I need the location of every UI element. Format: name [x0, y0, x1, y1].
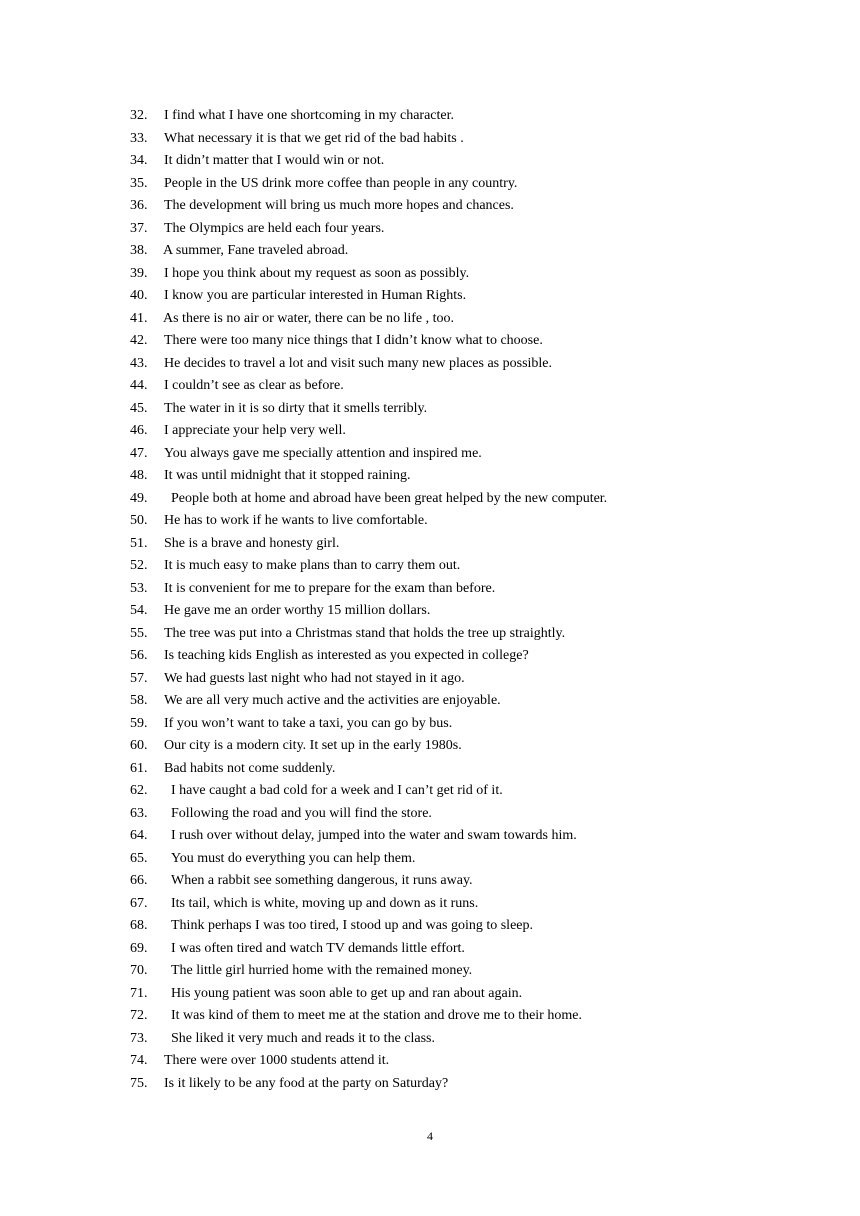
item-number: 56. — [130, 648, 148, 663]
item-number: 33. — [130, 130, 148, 146]
item-number: 52. — [130, 558, 148, 573]
item-number: 46. — [130, 423, 148, 438]
item-sentence: He gave me an order worthy 15 million dollars. — [164, 603, 431, 618]
item-number: 67. — [130, 895, 148, 911]
sentence-item — [130, 105, 607, 128]
item-sentence: I appreciate your help very well. — [164, 423, 346, 438]
item-number: 41. — [130, 310, 148, 326]
sentence-item — [130, 398, 607, 421]
sentence-item — [130, 848, 607, 871]
sentence-item — [130, 645, 607, 668]
item-sentence: People both at home and abroad have been great helped by the new computer. — [171, 490, 608, 506]
item-number: 70. — [130, 963, 148, 978]
sentence-item — [130, 330, 607, 353]
sentence-item — [130, 263, 607, 286]
item-number: 42. — [130, 333, 148, 348]
item-number: 35. — [130, 175, 148, 191]
item-number: 44. — [130, 378, 148, 393]
sentence-item — [130, 308, 607, 331]
sentence-list — [130, 105, 607, 1095]
sentence-item — [130, 533, 607, 556]
item-number: 54. — [130, 603, 148, 618]
item-number: 68. — [130, 918, 148, 933]
item-sentence: People in the US drink more coffee than people in any country. — [164, 175, 518, 191]
item-sentence: Is it likely to be any food at the party on Saturday? — [164, 1075, 449, 1091]
item-sentence: I know you are particular interested in Human Rights. — [164, 288, 467, 303]
item-sentence: A summer, Fane traveled abroad. — [163, 243, 349, 258]
item-number: 74. — [130, 1053, 148, 1068]
item-sentence: You always gave me specially attention and inspired me. — [164, 445, 482, 461]
item-number: 60. — [130, 738, 148, 753]
sentence-item — [130, 735, 607, 758]
item-sentence: If you won’t want to take a taxi, you can go by bus. — [164, 715, 453, 731]
item-number: 64. — [130, 828, 148, 843]
item-sentence: I rush over without delay, jumped into the water and swam towards him. — [171, 828, 577, 843]
item-number: 57. — [130, 670, 148, 686]
item-sentence: The water in it is so dirty that it smells terribly. — [164, 400, 428, 416]
item-number: 71. — [130, 985, 148, 1001]
sentence-item — [130, 578, 607, 601]
sentence-item — [130, 150, 607, 173]
sentence-item — [130, 668, 607, 691]
item-number: 50. — [130, 513, 148, 528]
item-number: 63. — [130, 805, 148, 821]
item-number: 73. — [130, 1030, 148, 1046]
page-number: 4 — [427, 1129, 433, 1143]
item-number: 49. — [130, 490, 148, 506]
sentence-item — [130, 510, 607, 533]
sentence-item — [130, 353, 607, 376]
item-number: 53. — [130, 580, 148, 596]
item-sentence: I hope you think about my request as soon as possibly. — [164, 265, 470, 281]
item-number: 59. — [130, 715, 148, 731]
sentence-item — [130, 285, 607, 308]
sentence-item — [130, 1028, 607, 1051]
sentence-item — [130, 240, 607, 263]
sentence-item — [130, 623, 607, 646]
sentence-item — [130, 1005, 607, 1028]
item-number: 66. — [130, 873, 148, 888]
item-number: 55. — [130, 625, 148, 641]
item-sentence: We had guests last night who had not stayed in it ago. — [164, 670, 465, 686]
sentence-item — [130, 218, 607, 241]
sentence-item — [130, 555, 607, 578]
item-sentence: I was often tired and watch TV demands little effort. — [171, 940, 465, 956]
item-sentence: Is teaching kids English as interested as you expected in college? — [164, 648, 529, 663]
sentence-item — [130, 128, 607, 151]
sentence-item — [130, 960, 607, 983]
item-number: 39. — [130, 265, 148, 281]
sentence-item — [130, 713, 607, 736]
sentence-item — [130, 938, 607, 961]
item-sentence: Following the road and you will find the store. — [171, 805, 432, 821]
item-number: 65. — [130, 850, 148, 866]
item-sentence: She liked it very much and reads it to the class. — [171, 1030, 435, 1046]
item-sentence: When a rabbit see something dangerous, it runs away. — [171, 873, 473, 888]
sentence-item — [130, 1073, 607, 1096]
sentence-item — [130, 375, 607, 398]
item-sentence: His young patient was soon able to get up and ran about again. — [171, 985, 523, 1001]
item-sentence: It was until midnight that it stopped raining. — [164, 468, 411, 483]
item-sentence: As there is no air or water, there can be no life , too. — [163, 310, 454, 326]
sentence-item — [130, 173, 607, 196]
item-sentence: We are all very much active and the activities are enjoyable. — [164, 693, 501, 708]
item-sentence: It was kind of them to meet me at the station and drove me to their home. — [171, 1008, 582, 1023]
item-number: 51. — [130, 535, 148, 551]
sentence-item — [130, 195, 607, 218]
item-number: 36. — [130, 198, 148, 213]
item-number: 69. — [130, 940, 148, 956]
item-number: 43. — [130, 355, 148, 371]
item-sentence: You must do everything you can help them. — [171, 850, 416, 866]
sentence-item — [130, 825, 607, 848]
sentence-item — [130, 780, 607, 803]
sentence-item — [130, 870, 607, 893]
sentence-item — [130, 915, 607, 938]
item-sentence: She is a brave and honesty girl. — [164, 535, 340, 551]
item-sentence: What necessary it is that we get rid of the bad habits . — [164, 130, 464, 146]
item-sentence: The little girl hurried home with the remained money. — [171, 963, 473, 978]
sentence-item — [130, 600, 607, 623]
sentence-item — [130, 983, 607, 1006]
sentence-item — [130, 443, 607, 466]
item-sentence: I find what I have one shortcoming in my character. — [164, 108, 455, 123]
item-sentence: I couldn’t see as clear as before. — [164, 378, 344, 393]
item-sentence: It is convenient for me to prepare for the exam than before. — [164, 580, 496, 596]
item-sentence: There were too many nice things that I didn’t know what to choose. — [164, 333, 543, 348]
item-number: 32. — [130, 108, 148, 123]
item-number: 58. — [130, 693, 148, 708]
item-sentence: Our city is a modern city. It set up in the early 1980s. — [164, 738, 462, 753]
item-sentence: There were over 1000 students attend it. — [164, 1053, 390, 1068]
item-number: 34. — [130, 153, 148, 168]
sentence-item — [130, 465, 607, 488]
sentence-item — [130, 488, 607, 511]
sentence-item — [130, 420, 607, 443]
item-number: 37. — [130, 220, 148, 236]
item-number: 40. — [130, 288, 148, 303]
item-sentence: The Olympics are held each four years. — [164, 220, 385, 236]
item-number: 38. — [130, 243, 148, 258]
item-sentence: He has to work if he wants to live comfortable. — [164, 513, 428, 528]
item-sentence: The tree was put into a Christmas stand that holds the tree up straightly. — [164, 625, 566, 641]
item-number: 48. — [130, 468, 148, 483]
item-sentence: It is much easy to make plans than to carry them out. — [164, 558, 461, 573]
sentence-item — [130, 893, 607, 916]
sentence-item — [130, 803, 607, 826]
item-sentence: Bad habits not come suddenly. — [164, 760, 336, 776]
item-number: 47. — [130, 445, 148, 461]
item-number: 75. — [130, 1075, 148, 1091]
item-sentence: He decides to travel a lot and visit such many new places as possible. — [164, 355, 553, 371]
item-sentence: Think perhaps I was too tired, I stood up and was going to sleep. — [171, 918, 533, 933]
item-sentence: I have caught a bad cold for a week and I can’t get rid of it. — [171, 783, 503, 798]
item-sentence: It didn’t matter that I would win or not. — [164, 153, 385, 168]
item-number: 45. — [130, 400, 148, 416]
item-number: 62. — [130, 783, 148, 798]
sentence-item — [130, 1050, 607, 1073]
sentence-item — [130, 690, 607, 713]
item-sentence: Its tail, which is white, moving up and down as it runs. — [171, 895, 479, 911]
item-sentence: The development will bring us much more hopes and chances. — [164, 198, 514, 213]
item-number: 61. — [130, 760, 148, 776]
sentence-item — [130, 758, 607, 781]
item-number: 72. — [130, 1008, 148, 1023]
